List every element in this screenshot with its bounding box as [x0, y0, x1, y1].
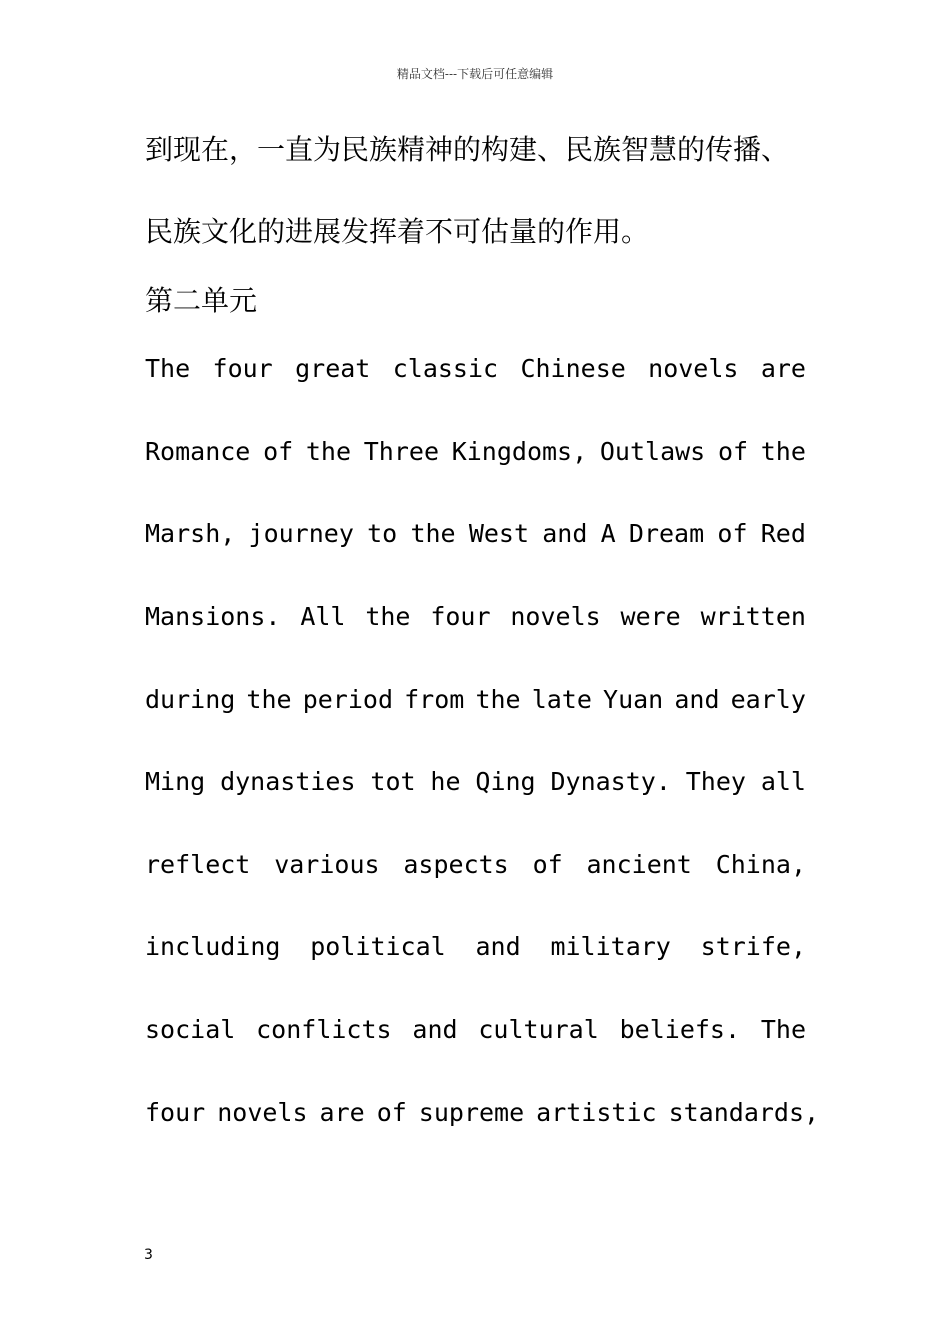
- word: of: [717, 437, 749, 466]
- paragraph-en-line-6: [145, 765, 806, 799]
- word: Three: [363, 437, 439, 466]
- paragraph-en-line-9: [145, 1013, 806, 1047]
- word: all: [760, 767, 806, 796]
- page-header: 精品文档---下载后可任意编辑: [396, 67, 554, 81]
- word: supreme: [418, 1098, 525, 1127]
- word: journey: [248, 519, 354, 548]
- word: aspects: [403, 850, 509, 879]
- word: Dream: [628, 519, 705, 548]
- paragraph-en-line-7: [145, 848, 806, 882]
- word: tot: [370, 767, 416, 796]
- word: four: [145, 1098, 206, 1127]
- word: A: [600, 519, 616, 548]
- word: The: [145, 354, 191, 383]
- paragraph-cn-line-1: 到现在，一直为民族精神的构建、民族智慧的传播、: [145, 133, 790, 166]
- word: conflicts: [256, 1015, 392, 1044]
- section-title: 第二单元: [145, 284, 258, 317]
- word: West: [468, 519, 530, 548]
- word: Outlaws: [599, 437, 706, 466]
- word: written: [700, 602, 806, 631]
- word: novels: [510, 602, 601, 631]
- word: four: [430, 602, 491, 631]
- word: All: [300, 602, 346, 631]
- word: Dynasty.: [550, 767, 671, 796]
- word: They: [685, 767, 746, 796]
- word: Kingdoms,: [451, 437, 588, 466]
- word: Marsh,: [145, 519, 236, 548]
- word: classic: [392, 354, 499, 383]
- word: of: [263, 437, 294, 466]
- word: and: [674, 685, 720, 714]
- word: the: [305, 437, 352, 466]
- word: the: [410, 519, 456, 548]
- word: including: [145, 932, 281, 961]
- word: he: [430, 767, 461, 796]
- paragraph-en-line-1: [145, 352, 806, 386]
- word: were: [620, 602, 681, 631]
- word: period: [302, 685, 393, 714]
- word: the: [246, 685, 292, 714]
- word: The: [760, 1015, 806, 1044]
- word: Mansions.: [145, 602, 281, 631]
- word: ancient: [586, 850, 692, 879]
- word: standards,: [668, 1098, 820, 1127]
- word: political: [310, 932, 446, 961]
- word: and: [542, 519, 588, 548]
- paragraph-cn-line-2: 民族文化的进展发挥着不可估量的作用。: [145, 215, 650, 248]
- word: to: [367, 519, 398, 548]
- word: during: [145, 685, 236, 714]
- word: military: [550, 932, 671, 961]
- word: and: [475, 932, 521, 961]
- paragraph-en-line-4: [145, 600, 806, 634]
- word: various: [274, 850, 380, 879]
- word: social: [145, 1015, 236, 1044]
- word: reflect: [145, 850, 251, 879]
- word: four: [212, 354, 273, 383]
- word: strife,: [700, 932, 806, 961]
- word: China,: [715, 850, 806, 879]
- word: novels: [217, 1098, 308, 1127]
- word: cultural: [478, 1015, 599, 1044]
- word: Red: [760, 519, 806, 548]
- word: artistic: [536, 1098, 657, 1127]
- word: of: [717, 519, 748, 548]
- word: Ming: [145, 767, 206, 796]
- word: Chinese: [520, 354, 626, 383]
- paragraph-en-line-3: [145, 517, 806, 551]
- word: beliefs.: [619, 1015, 741, 1044]
- word: great: [295, 354, 371, 383]
- word: are: [760, 354, 806, 383]
- paragraph-en-line-2: [145, 435, 806, 469]
- word: Yuan: [603, 685, 664, 714]
- word: novels: [648, 354, 739, 383]
- word: Qing: [475, 767, 536, 796]
- word: the: [760, 437, 806, 466]
- word: of: [376, 1098, 407, 1127]
- word: the: [365, 602, 411, 631]
- word: late: [531, 685, 592, 714]
- word: of: [532, 850, 563, 879]
- word: from: [404, 685, 465, 714]
- word: are: [319, 1098, 365, 1127]
- paragraph-en-line-10: [145, 1096, 820, 1130]
- paragraph-en-line-8: [145, 930, 806, 964]
- word: and: [412, 1015, 458, 1044]
- word: the: [475, 685, 521, 714]
- paragraph-en-line-5: [145, 683, 806, 717]
- word: dynasties: [220, 767, 356, 796]
- page-number: 3: [144, 1247, 153, 1263]
- word: Romance: [145, 437, 251, 466]
- word: early: [730, 685, 806, 714]
